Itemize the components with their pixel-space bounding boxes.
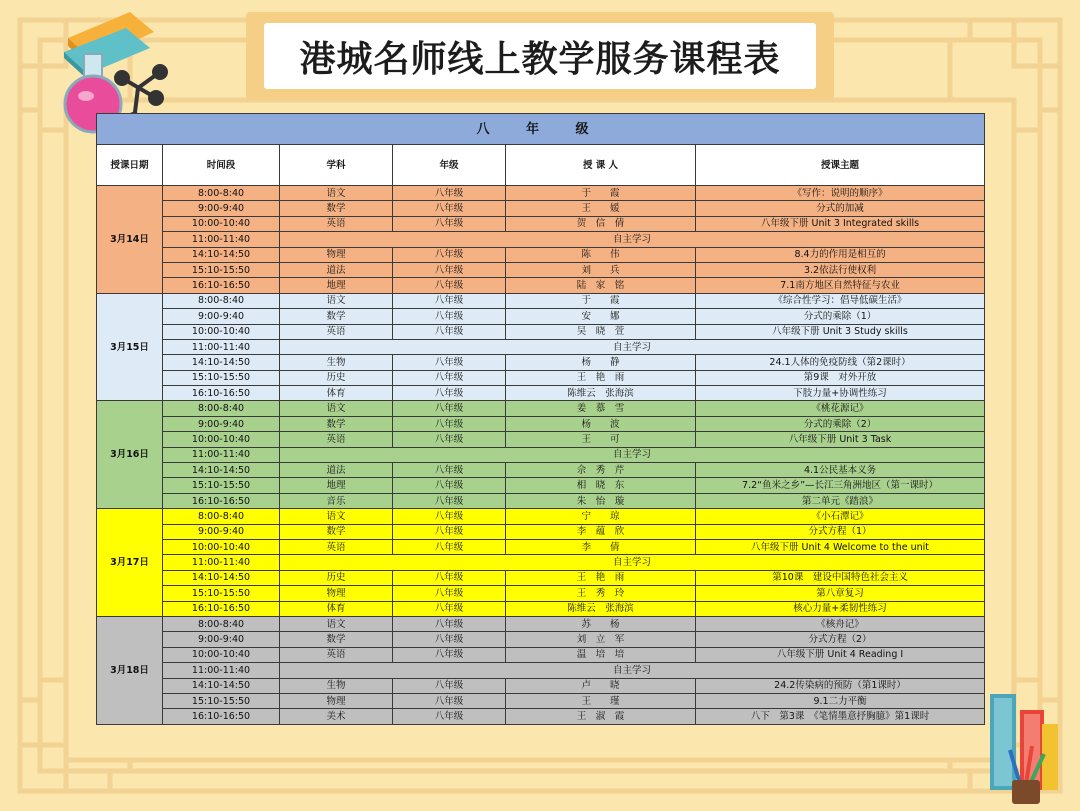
subject-cell: 英语 [280, 647, 393, 662]
topic-cell: 《核舟记》 [696, 616, 985, 631]
grade-cell: 八年级 [393, 416, 506, 431]
teacher-cell: 于 霞 [506, 186, 696, 201]
table-row [97, 493, 985, 508]
teacher-cell: 于 霞 [506, 293, 696, 308]
time-cell: 11:00-11:40 [163, 447, 280, 462]
time-cell: 10:00-10:40 [163, 647, 280, 662]
topic-cell: 第八章复习 [696, 586, 985, 601]
teacher-cell: 朱 怡 璇 [506, 493, 696, 508]
topic-cell: 4.1公民基本义务 [696, 463, 985, 478]
teacher-cell: 相 晓 东 [506, 478, 696, 493]
table-row [97, 216, 985, 231]
topic-cell: 八年级下册 Unit 4 Reading I [696, 647, 985, 662]
table-row [97, 293, 985, 308]
grade-cell: 八年级 [393, 293, 506, 308]
subject-cell: 语文 [280, 293, 393, 308]
teacher-cell: 姜 慕 雪 [506, 401, 696, 416]
topic-cell: 第二单元《踏浪》 [696, 493, 985, 508]
subject-cell: 语文 [280, 401, 393, 416]
table-row [97, 201, 985, 216]
subject-cell: 英语 [280, 216, 393, 231]
subject-cell: 物理 [280, 247, 393, 262]
grade-cell: 八年级 [393, 370, 506, 385]
subject-cell: 语文 [280, 186, 393, 201]
grade-cell: 八年级 [393, 493, 506, 508]
subject-cell: 数学 [280, 416, 393, 431]
subject-cell: 英语 [280, 432, 393, 447]
books-decoration [980, 688, 1060, 806]
time-cell: 15:10-15:50 [163, 586, 280, 601]
topic-cell: 《写作：说明的顺序》 [696, 186, 985, 201]
grade-cell: 八年级 [393, 432, 506, 447]
subject-cell: 物理 [280, 693, 393, 708]
table-row [97, 632, 985, 647]
time-cell: 8:00-8:40 [163, 616, 280, 631]
time-cell: 16:10-16:50 [163, 493, 280, 508]
table-row [97, 663, 985, 678]
topic-cell: 分式方程（1） [696, 524, 985, 539]
grade-cell: 八年级 [393, 632, 506, 647]
teacher-cell: 宁 琼 [506, 509, 696, 524]
time-cell: 15:10-15:50 [163, 262, 280, 277]
time-cell: 11:00-11:40 [163, 555, 280, 570]
subject-cell: 地理 [280, 478, 393, 493]
subject-cell: 体育 [280, 601, 393, 616]
table-row [97, 324, 985, 339]
topic-cell: 分式的乘除（2） [696, 416, 985, 431]
subject-cell: 数学 [280, 524, 393, 539]
topic-cell: 第10课 建设中国特色社会主义 [696, 570, 985, 585]
book-stack-icon [64, 12, 154, 80]
table-row [97, 386, 985, 401]
grade-cell: 八年级 [393, 524, 506, 539]
time-cell: 8:00-8:40 [163, 293, 280, 308]
time-cell: 16:10-16:50 [163, 709, 280, 724]
book-stack-icon [990, 694, 1058, 790]
topic-cell: 9.1二力平衡 [696, 693, 985, 708]
subject-cell: 道法 [280, 262, 393, 277]
subject-cell: 音乐 [280, 493, 393, 508]
teacher-cell: 王 可 [506, 432, 696, 447]
teacher-cell: 王 艳 雨 [506, 570, 696, 585]
grade-header: 八 年 级 [97, 114, 985, 145]
table-row [97, 601, 985, 616]
topic-cell: 《小石潭记》 [696, 509, 985, 524]
grade-cell: 八年级 [393, 678, 506, 693]
teacher-cell: 王 媛 [506, 201, 696, 216]
time-cell: 14:10-14:50 [163, 570, 280, 585]
topic-cell: 《桃花源记》 [696, 401, 985, 416]
teacher-cell: 李 倩 [506, 539, 696, 554]
time-cell: 14:10-14:50 [163, 355, 280, 370]
grade-cell: 八年级 [393, 262, 506, 277]
self-study-cell: 自主学习 [280, 447, 985, 462]
topic-cell: 分式方程（2） [696, 632, 985, 647]
time-cell: 9:00-9:40 [163, 201, 280, 216]
subject-cell: 物理 [280, 586, 393, 601]
teacher-cell: 刘 立 军 [506, 632, 696, 647]
time-cell: 15:10-15:50 [163, 693, 280, 708]
table-row [97, 416, 985, 431]
time-cell: 10:00-10:40 [163, 324, 280, 339]
topic-cell: 八下 第3课 《笔情墨意抒胸臆》第1课时 [696, 709, 985, 724]
teacher-cell: 杨 波 [506, 416, 696, 431]
header-subject: 学科 [280, 145, 393, 186]
topic-cell: 24.2传染病的预防（第1课时） [696, 678, 985, 693]
grade-cell: 八年级 [393, 309, 506, 324]
teacher-cell: 温 培 培 [506, 647, 696, 662]
time-cell: 9:00-9:40 [163, 524, 280, 539]
topic-cell: 8.4力的作用是相互的 [696, 247, 985, 262]
grade-cell: 八年级 [393, 186, 506, 201]
grade-cell: 八年级 [393, 201, 506, 216]
topic-cell: 八年级下册 Unit 3 Study skills [696, 324, 985, 339]
grade-cell: 八年级 [393, 216, 506, 231]
schedule-table [96, 113, 985, 725]
time-cell: 8:00-8:40 [163, 509, 280, 524]
topic-cell: 分式的乘除（1） [696, 309, 985, 324]
time-cell: 10:00-10:40 [163, 216, 280, 231]
teacher-cell: 卢 晓 [506, 678, 696, 693]
subject-cell: 美术 [280, 709, 393, 724]
header-topic: 授课主题 [696, 145, 985, 186]
grade-cell: 八年级 [393, 570, 506, 585]
header-date: 授课日期 [97, 145, 163, 186]
table-row [97, 463, 985, 478]
table-row [97, 401, 985, 416]
table-row [97, 586, 985, 601]
topic-cell: 3.2依法行使权利 [696, 262, 985, 277]
table-row [97, 570, 985, 585]
grade-cell: 八年级 [393, 401, 506, 416]
grade-cell: 八年级 [393, 478, 506, 493]
topic-cell: 分式的加减 [696, 201, 985, 216]
grade-cell: 八年级 [393, 647, 506, 662]
topic-cell: 第9课 对外开放 [696, 370, 985, 385]
topic-cell: 核心力量+柔韧性练习 [696, 601, 985, 616]
grade-cell: 八年级 [393, 355, 506, 370]
grade-cell: 八年级 [393, 693, 506, 708]
grade-cell: 八年级 [393, 463, 506, 478]
subject-cell: 地理 [280, 278, 393, 293]
teacher-cell: 吴 晓 萱 [506, 324, 696, 339]
table-row [97, 309, 985, 324]
teacher-cell: 贺 信 倩 [506, 216, 696, 231]
time-cell: 8:00-8:40 [163, 186, 280, 201]
time-cell: 9:00-9:40 [163, 309, 280, 324]
grade-cell: 八年级 [393, 509, 506, 524]
table-row [97, 247, 985, 262]
page-title: 港城名师线上教学服务课程表 [299, 38, 781, 80]
table-row [97, 262, 985, 277]
teacher-cell: 安 娜 [506, 309, 696, 324]
topic-cell: 八年级下册 Unit 4 Welcome to the unit [696, 539, 985, 554]
teacher-cell: 刘 兵 [506, 262, 696, 277]
date-cell: 3月15日 [97, 293, 163, 401]
subject-cell: 数学 [280, 309, 393, 324]
subject-cell: 英语 [280, 539, 393, 554]
time-cell: 10:00-10:40 [163, 539, 280, 554]
teacher-cell: 陆 家 铭 [506, 278, 696, 293]
grade-cell: 八年级 [393, 616, 506, 631]
subject-cell: 体育 [280, 386, 393, 401]
grade-cell: 八年级 [393, 247, 506, 262]
header-grade: 年级 [393, 145, 506, 186]
grade-cell: 八年级 [393, 386, 506, 401]
self-study-cell: 自主学习 [280, 555, 985, 570]
self-study-cell: 自主学习 [280, 339, 985, 354]
table-row [97, 278, 985, 293]
teacher-cell: 佘 秀 芹 [506, 463, 696, 478]
grade-cell: 八年级 [393, 278, 506, 293]
grade-cell: 八年级 [393, 709, 506, 724]
table-row [97, 339, 985, 354]
table-row [97, 478, 985, 493]
time-cell: 10:00-10:40 [163, 432, 280, 447]
time-cell: 14:10-14:50 [163, 247, 280, 262]
time-cell: 8:00-8:40 [163, 401, 280, 416]
subject-cell: 数学 [280, 632, 393, 647]
table-row [97, 678, 985, 693]
time-cell: 9:00-9:40 [163, 632, 280, 647]
time-cell: 16:10-16:50 [163, 386, 280, 401]
teacher-cell: 王 淑 霞 [506, 709, 696, 724]
time-cell: 9:00-9:40 [163, 416, 280, 431]
subject-cell: 语文 [280, 616, 393, 631]
column-headers [97, 145, 985, 186]
subject-cell: 历史 [280, 570, 393, 585]
subject-cell: 道法 [280, 463, 393, 478]
topic-cell: 《综合性学习：倡导低碳生活》 [696, 293, 985, 308]
teacher-cell: 王 秀 玲 [506, 586, 696, 601]
table-row [97, 432, 985, 447]
time-cell: 16:10-16:50 [163, 278, 280, 293]
date-cell: 3月18日 [97, 616, 163, 724]
table-row [97, 355, 985, 370]
time-cell: 16:10-16:50 [163, 601, 280, 616]
teacher-cell: 陈维云 张海滨 [506, 601, 696, 616]
table-row [97, 232, 985, 247]
date-cell: 3月14日 [97, 186, 163, 294]
table-row [97, 647, 985, 662]
teacher-cell: 杨 静 [506, 355, 696, 370]
time-cell: 11:00-11:40 [163, 339, 280, 354]
table-row [97, 693, 985, 708]
time-cell: 14:10-14:50 [163, 463, 280, 478]
subject-cell: 生物 [280, 355, 393, 370]
subject-cell: 数学 [280, 201, 393, 216]
self-study-cell: 自主学习 [280, 232, 985, 247]
subject-cell: 语文 [280, 509, 393, 524]
teacher-cell: 陈 伟 [506, 247, 696, 262]
table-row [97, 616, 985, 631]
grade-cell: 八年级 [393, 539, 506, 554]
subject-cell: 英语 [280, 324, 393, 339]
header-time: 时间段 [163, 145, 280, 186]
subject-cell: 生物 [280, 678, 393, 693]
self-study-cell: 自主学习 [280, 663, 985, 678]
topic-cell: 7.2“鱼米之乡”—长江三角洲地区（第一课时） [696, 478, 985, 493]
time-cell: 11:00-11:40 [163, 232, 280, 247]
table-row [97, 447, 985, 462]
table-row [97, 186, 985, 201]
topic-cell: 7.1南方地区自然特征与农业 [696, 278, 985, 293]
grade-cell: 八年级 [393, 324, 506, 339]
time-cell: 14:10-14:50 [163, 678, 280, 693]
teacher-cell: 苏 杨 [506, 616, 696, 631]
table-row [97, 370, 985, 385]
teacher-cell: 王 瑾 [506, 693, 696, 708]
table-row [97, 524, 985, 539]
teacher-cell: 李 蕴 欣 [506, 524, 696, 539]
table-row [97, 539, 985, 554]
topic-cell: 24.1人体的免疫防线（第2课时） [696, 355, 985, 370]
grade-cell: 八年级 [393, 601, 506, 616]
time-cell: 11:00-11:40 [163, 663, 280, 678]
topic-cell: 下肢力量+协调性练习 [696, 386, 985, 401]
topic-cell: 八年级下册 Unit 3 Integrated skills [696, 216, 985, 231]
header-teacher: 授 课 人 [506, 145, 696, 186]
table-row [97, 555, 985, 570]
teacher-cell: 王 艳 雨 [506, 370, 696, 385]
title-panel [264, 23, 816, 89]
title-frame [246, 12, 834, 100]
teacher-cell: 陈维云 张海滨 [506, 386, 696, 401]
topic-cell: 八年级下册 Unit 3 Task [696, 432, 985, 447]
time-cell: 15:10-15:50 [163, 370, 280, 385]
subject-cell: 历史 [280, 370, 393, 385]
date-cell: 3月16日 [97, 401, 163, 509]
grade-cell: 八年级 [393, 586, 506, 601]
table-row [97, 509, 985, 524]
table-row [97, 709, 985, 724]
date-cell: 3月17日 [97, 509, 163, 617]
time-cell: 15:10-15:50 [163, 478, 280, 493]
